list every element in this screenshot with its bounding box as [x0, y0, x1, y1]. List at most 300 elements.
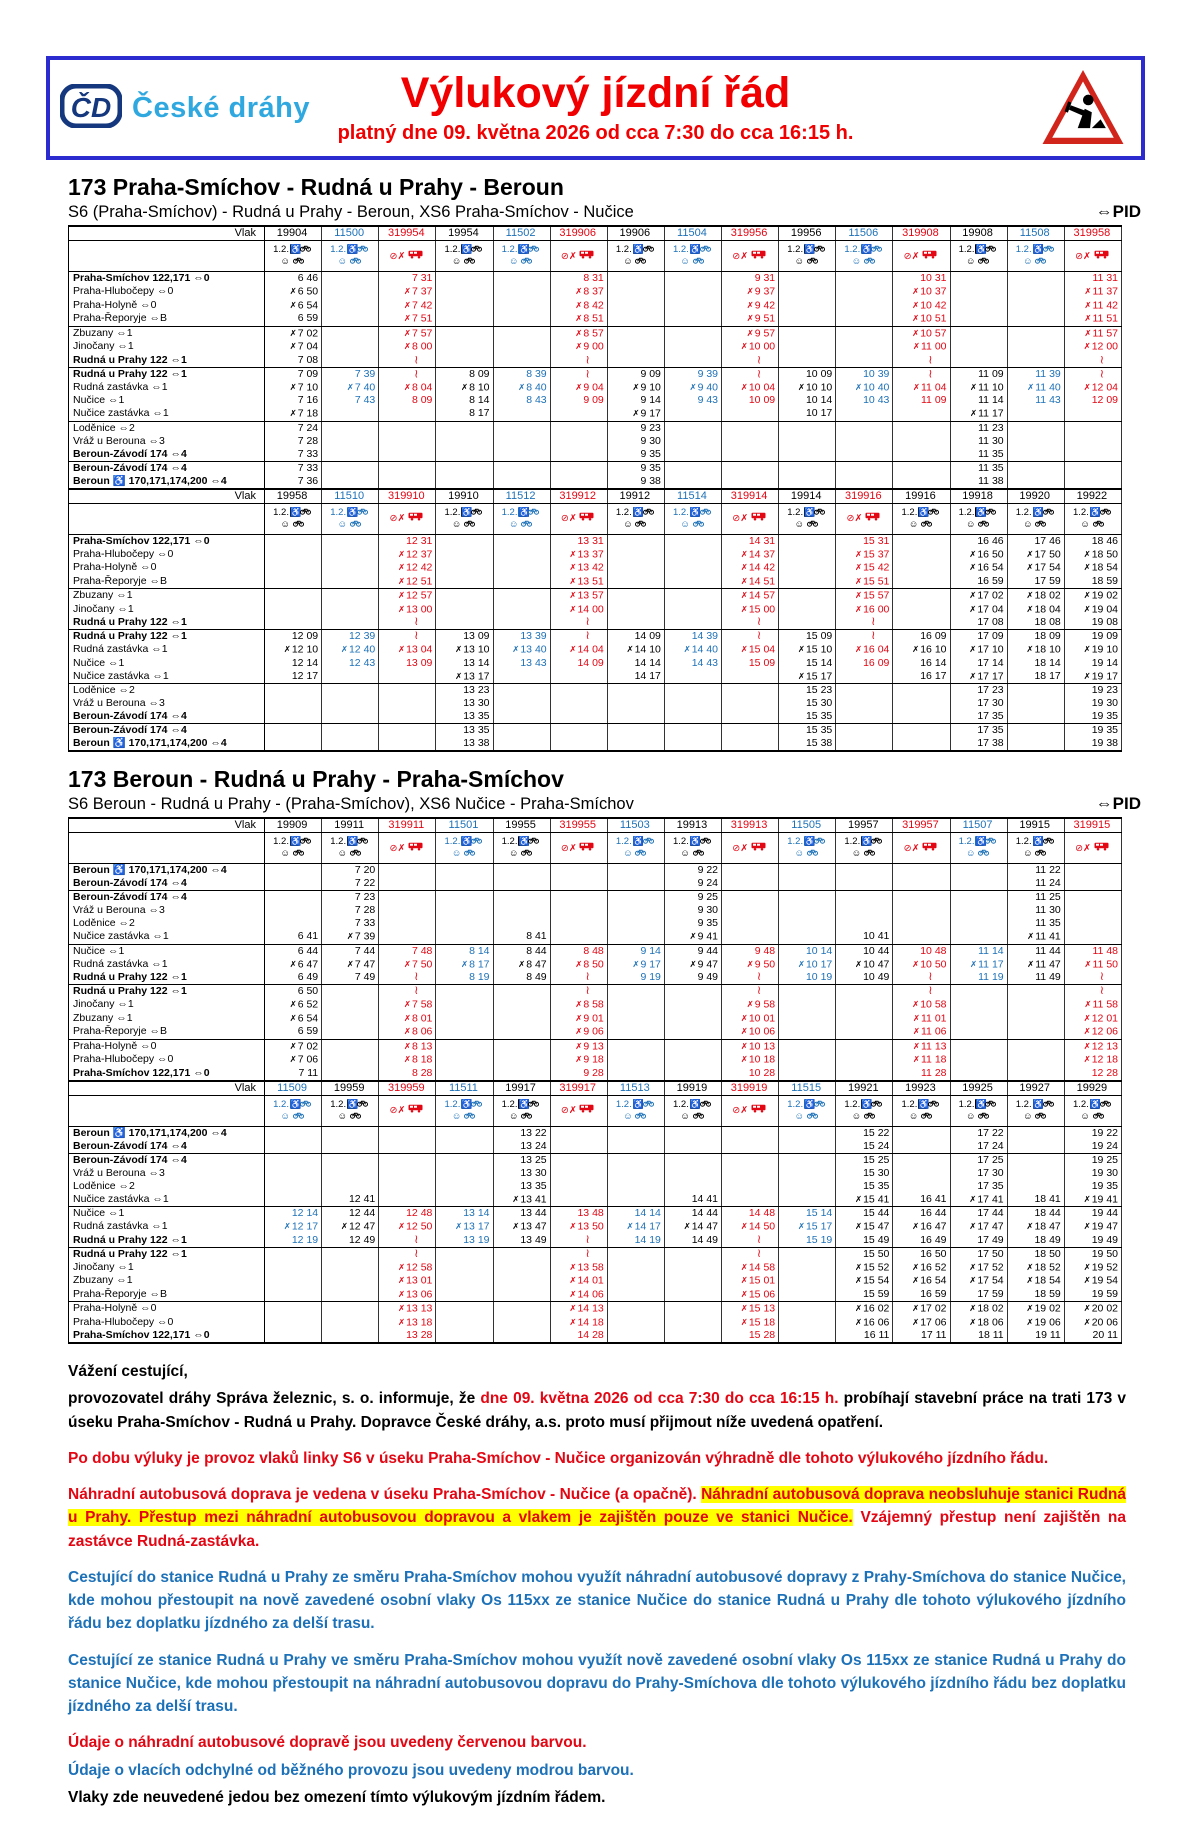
- time-cell: [779, 1140, 836, 1154]
- time-cell: [379, 985, 436, 999]
- headphones-icon: ☺: [337, 518, 348, 530]
- time-cell: 19 11: [1007, 1329, 1064, 1343]
- time-cell: 15 50: [836, 1247, 893, 1261]
- time-cell: [607, 1329, 664, 1343]
- request-stop-icon: ✗: [403, 1040, 411, 1051]
- time-cell: [779, 891, 836, 905]
- request-stop-icon: ✗: [740, 1012, 748, 1023]
- train-number: 19912: [607, 489, 664, 504]
- time-cell: 17 59: [1007, 575, 1064, 589]
- time-cell: 19 35: [1064, 1180, 1121, 1193]
- bike-icon: [978, 256, 989, 264]
- time-cell: [379, 475, 436, 489]
- request-stop-icon: ✗: [854, 513, 863, 524]
- time-cell: [1007, 1140, 1064, 1154]
- time-cell: [893, 448, 950, 462]
- time-cell: ✗13 40: [493, 643, 550, 657]
- time-cell: 7 36: [265, 475, 322, 489]
- wheelchair-icon: ♿: [1032, 836, 1044, 846]
- request-stop-icon: ✗: [569, 575, 577, 586]
- train-pictograms: 1.2.♿ ☺: [436, 503, 493, 534]
- time-cell: ✗16 52: [893, 1261, 950, 1275]
- station-name: Nučice zastávka ⇔1: [69, 1193, 265, 1207]
- request-stop-icon: ✗: [575, 1026, 583, 1036]
- time-cell: ✗11 41: [1007, 930, 1064, 944]
- time-cell: [379, 724, 436, 738]
- time-cell: 7 23: [322, 891, 379, 905]
- time-cell: 14 14: [607, 657, 664, 670]
- time-cell: 13 44: [493, 1207, 550, 1221]
- time-cell: ✗7 50: [379, 958, 436, 972]
- time-cell: ✗9 42: [722, 299, 779, 313]
- train-pictograms: [379, 503, 436, 534]
- time-cell: ✗10 10: [779, 381, 836, 395]
- time-cell: [722, 971, 779, 985]
- train-number: 319916: [836, 489, 893, 504]
- time-cell: [1007, 1039, 1064, 1053]
- time-cell: ✗12 50: [379, 1220, 436, 1234]
- bike-icon: [693, 1111, 704, 1119]
- headphones-icon: ☺: [451, 848, 462, 859]
- bike-icon: [807, 256, 818, 264]
- request-stop-icon: ✗: [740, 548, 748, 559]
- time-cell: 10 09: [722, 394, 779, 407]
- time-cell: [550, 1140, 607, 1154]
- train-pictograms: 1.2.♿ ☺: [322, 833, 379, 864]
- time-cell: [493, 603, 550, 617]
- time-cell: ✗15 42: [836, 561, 893, 575]
- time-cell: [607, 603, 664, 617]
- time-cell: [836, 312, 893, 326]
- time-cell: [493, 877, 550, 891]
- time-cell: 12 14: [265, 1207, 322, 1221]
- time-cell: [493, 1012, 550, 1026]
- train-pictograms: [550, 503, 607, 534]
- time-cell: [265, 1247, 322, 1261]
- station-name: Jinočany ⇔1: [69, 340, 265, 354]
- time-cell: ✗19 41: [1064, 1193, 1121, 1207]
- request-stop-icon: ✗: [397, 1303, 406, 1313]
- time-cell: [779, 435, 836, 448]
- request-stop-icon: ✗: [1083, 1040, 1091, 1051]
- time-cell: [1064, 917, 1121, 930]
- request-stop-icon: ✗: [854, 381, 863, 392]
- time-cell: 9 44: [664, 944, 721, 958]
- request-stop-icon: ✗: [1083, 1303, 1091, 1313]
- time-cell: [550, 616, 607, 630]
- time-cell: 16 17: [893, 670, 950, 684]
- train-pictograms: [836, 503, 893, 534]
- request-stop-icon: ✗: [1083, 1026, 1091, 1036]
- station-name: Beroun-Závodí 174 ⇔4: [69, 891, 265, 905]
- request-stop-icon: ✗: [626, 644, 634, 654]
- time-cell: [493, 299, 550, 313]
- bike-icon: [978, 1111, 989, 1119]
- time-cell: [1007, 1153, 1064, 1167]
- time-cell: [265, 904, 322, 917]
- time-cell: 13 35: [436, 724, 493, 738]
- time-cell: ✗15 41: [836, 1193, 893, 1207]
- request-stop-icon: ✗: [289, 958, 297, 969]
- time-cell: [893, 575, 950, 589]
- bike-icon: [1093, 519, 1104, 527]
- time-cell: ✗13 18: [379, 1316, 436, 1330]
- time-cell: 14 44: [664, 1207, 721, 1221]
- request-stop-icon: ✗: [575, 1012, 583, 1023]
- time-cell: [1007, 737, 1064, 751]
- time-cell: [893, 971, 950, 985]
- request-stop-icon: ✗: [512, 1221, 520, 1231]
- time-cell: ✗13 13: [379, 1302, 436, 1316]
- headphones-icon: ☺: [851, 1110, 862, 1122]
- time-cell: [607, 1153, 664, 1167]
- request-stop-icon: ✗: [740, 644, 748, 654]
- time-cell: 9 09: [607, 367, 664, 381]
- roadworks-warning-icon: [1039, 66, 1127, 153]
- time-cell: [607, 272, 664, 286]
- time-cell: [779, 1261, 836, 1275]
- bike-icon: [357, 507, 368, 515]
- time-cell: [950, 1012, 1007, 1026]
- train-pictograms: [379, 1095, 436, 1126]
- time-cell: [379, 971, 436, 985]
- time-cell: [893, 435, 950, 448]
- wheelchair-icon: ♿: [289, 836, 302, 846]
- time-cell: ✗10 18: [722, 1053, 779, 1067]
- time-cell: 17 09: [950, 630, 1007, 644]
- time-cell: [607, 575, 664, 589]
- request-stop-icon: ✗: [912, 1316, 920, 1327]
- bus-icon: [751, 842, 766, 851]
- time-cell: [493, 534, 550, 548]
- time-cell: [607, 684, 664, 698]
- train-pictograms: 1.2.♿ ☺: [436, 833, 493, 864]
- time-cell: ✗19 52: [1064, 1261, 1121, 1275]
- request-stop-icon: ✗: [1026, 590, 1034, 600]
- time-cell: ✗9 51: [722, 312, 779, 326]
- time-cell: [607, 548, 664, 562]
- headphones-icon: ☺: [680, 1110, 690, 1122]
- train-pictograms: 1.2.♿ ☺: [436, 241, 493, 272]
- time-cell: [1007, 1126, 1064, 1140]
- request-stop-icon: ✗: [289, 286, 297, 296]
- time-cell: [779, 917, 836, 930]
- time-cell: 12 14: [265, 657, 322, 670]
- station-name: Rudná u Prahy 122 ⇔1: [69, 616, 265, 630]
- time-cell: [1007, 340, 1064, 354]
- time-cell: 11 30: [950, 435, 1007, 448]
- time-cell: [436, 299, 493, 313]
- time-cell: 18 50: [1007, 1247, 1064, 1261]
- time-cell: 11 48: [1064, 944, 1121, 958]
- time-cell: [607, 561, 664, 575]
- time-cell: ✗15 54: [836, 1274, 893, 1288]
- time-cell: ✗13 57: [550, 589, 607, 603]
- time-cell: 9 30: [607, 435, 664, 448]
- time-cell: [379, 1234, 436, 1248]
- time-cell: [664, 1126, 721, 1140]
- time-cell: [607, 877, 664, 891]
- request-stop-icon: ✗: [397, 513, 406, 524]
- bus-icon: [408, 1104, 423, 1113]
- time-cell: ✗13 41: [493, 1193, 550, 1207]
- time-cell: 6 49: [265, 971, 322, 985]
- time-cell: 15 49: [836, 1234, 893, 1248]
- time-cell: 11 35: [1007, 917, 1064, 930]
- request-stop-icon: ✗: [575, 1040, 583, 1051]
- wheelchair-icon: ♿: [518, 506, 530, 517]
- request-stop-icon: ✗: [912, 1221, 920, 1231]
- time-cell: 9 28: [550, 1067, 607, 1081]
- time-cell: ✗19 47: [1064, 1220, 1121, 1234]
- headphones-icon: ☺: [965, 1110, 976, 1122]
- train-pictograms: 1.2.♿ ☺: [779, 833, 836, 864]
- brand-logo: [60, 84, 360, 133]
- time-cell: 9 19: [607, 971, 664, 985]
- time-cell: [1007, 710, 1064, 724]
- time-cell: ✗7 51: [379, 312, 436, 326]
- time-cell: ✗14 17: [607, 1220, 664, 1234]
- time-cell: [1007, 1012, 1064, 1026]
- request-stop-icon: ✗: [1083, 1012, 1091, 1023]
- train-pictograms: 1.2.♿ ☺: [950, 833, 1007, 864]
- train-pictograms: 1.2.♿ ☺: [1007, 1095, 1064, 1126]
- train-number: 19954: [436, 226, 493, 241]
- bike-icon: [985, 836, 996, 844]
- time-cell: ✗13 17: [436, 1220, 493, 1234]
- request-stop-icon: ✗: [1083, 1261, 1091, 1272]
- train-pictograms: 1.2.♿ ☺: [493, 241, 550, 272]
- time-cell: [436, 1329, 493, 1343]
- time-cell: 9 35: [607, 448, 664, 462]
- bike-icon: [693, 256, 704, 264]
- time-cell: 15 38: [779, 737, 836, 751]
- time-cell: [322, 448, 379, 462]
- time-cell: [265, 1180, 322, 1193]
- request-stop-icon: ✗: [289, 381, 297, 392]
- time-cell: ✗11 50: [1064, 958, 1121, 972]
- time-cell: 8 39: [493, 367, 550, 381]
- time-cell: [550, 367, 607, 381]
- time-cell: 13 39: [493, 630, 550, 644]
- request-stop-icon: ✗: [455, 1221, 463, 1231]
- time-cell: 8 09: [379, 394, 436, 407]
- time-cell: ✗17 47: [950, 1220, 1007, 1234]
- train-pictograms: [1064, 833, 1121, 864]
- time-cell: [1007, 1025, 1064, 1039]
- station-name: Jinočany ⇔1: [69, 1261, 265, 1275]
- time-cell: ✗8 40: [493, 381, 550, 395]
- time-cell: ✗11 47: [1007, 958, 1064, 972]
- time-cell: 6 59: [265, 1025, 322, 1039]
- time-cell: ✗13 10: [436, 643, 493, 657]
- time-cell: [436, 461, 493, 475]
- note-paragraph: Vážení cestující,: [68, 1363, 188, 1380]
- time-cell: ✗13 06: [379, 1288, 436, 1302]
- train-pictograms: 1.2.♿ ☺: [607, 241, 664, 272]
- time-cell: 9 39: [664, 367, 721, 381]
- time-cell: [322, 475, 379, 489]
- wheelchair-icon: ♿: [861, 1098, 873, 1109]
- time-cell: [950, 985, 1007, 999]
- time-cell: ✗15 52: [836, 1261, 893, 1275]
- time-cell: 11 25: [1007, 891, 1064, 905]
- time-cell: ✗9 01: [550, 1012, 607, 1026]
- request-stop-icon: ✗: [403, 958, 411, 969]
- time-cell: [779, 1247, 836, 1261]
- no-restaurant-icon: ⊘: [389, 513, 398, 524]
- time-cell: [664, 616, 721, 630]
- time-cell: [322, 724, 379, 738]
- station-name: Loděnice ⇔2: [69, 917, 265, 930]
- time-cell: [722, 461, 779, 475]
- time-cell: [379, 1180, 436, 1193]
- train-pictograms: 1.2.♿ ☺: [1007, 833, 1064, 864]
- time-cell: [265, 1153, 322, 1167]
- request-stop-icon: ✗: [1083, 603, 1091, 614]
- wheelchair-icon: ♿: [461, 244, 473, 254]
- time-cell: [893, 367, 950, 381]
- time-cell: [1007, 407, 1064, 421]
- station-name: Praha-Řeporyje ⇔B: [69, 1288, 265, 1302]
- time-cell: ✗14 40: [664, 643, 721, 657]
- time-cell: [836, 904, 893, 917]
- time-cell: [836, 697, 893, 710]
- time-cell: ✗17 04: [950, 603, 1007, 617]
- station-name: Rudná u Prahy 122 ⇔1: [69, 985, 265, 999]
- time-cell: [1007, 985, 1064, 999]
- time-cell: 7 22: [322, 877, 379, 891]
- bus-skips-section-mark: ≀: [414, 353, 419, 367]
- bike-icon: [464, 519, 475, 527]
- time-cell: ✗20 06: [1064, 1316, 1121, 1330]
- time-cell: [322, 1261, 379, 1275]
- train-pictograms: 1.2.♿ ☺: [664, 833, 721, 864]
- time-cell: [664, 421, 721, 435]
- time-cell: ✗7 37: [379, 285, 436, 299]
- time-cell: [779, 1316, 836, 1330]
- time-cell: [893, 407, 950, 421]
- time-cell: 11 28: [893, 1067, 950, 1081]
- time-cell: [493, 917, 550, 930]
- time-cell: 7 31: [379, 272, 436, 286]
- time-cell: 7 28: [265, 435, 322, 448]
- request-stop-icon: ✗: [626, 1221, 634, 1231]
- time-cell: [322, 1167, 379, 1180]
- bike-icon: [700, 1099, 711, 1107]
- bike-icon: [1035, 848, 1046, 856]
- time-cell: 17 30: [950, 697, 1007, 710]
- time-cell: [722, 1234, 779, 1248]
- bike-icon: [471, 836, 482, 844]
- bike-icon: [528, 507, 539, 515]
- train-pictograms: [893, 833, 950, 864]
- time-cell: [664, 670, 721, 684]
- time-cell: [322, 340, 379, 354]
- time-cell: [664, 737, 721, 751]
- request-stop-icon: ✗: [346, 931, 354, 941]
- train-pictograms: 1.2.♿ ☺: [893, 503, 950, 534]
- headphones-icon: ☺: [1023, 256, 1033, 267]
- time-cell: [550, 985, 607, 999]
- time-cell: [550, 1180, 607, 1193]
- time-cell: 15 31: [836, 534, 893, 548]
- time-cell: 12 31: [379, 534, 436, 548]
- station-name: Rudná u Prahy 122 ⇔1: [69, 1234, 265, 1248]
- time-cell: [322, 616, 379, 630]
- request-stop-icon: ✗: [912, 999, 920, 1009]
- time-cell: [379, 917, 436, 930]
- time-cell: [550, 1167, 607, 1180]
- time-cell: [436, 1067, 493, 1081]
- time-cell: ✗6 54: [265, 1012, 322, 1026]
- request-stop-icon: ✗: [1084, 327, 1092, 338]
- request-stop-icon: ✗: [569, 1288, 577, 1299]
- bike-icon: [1035, 256, 1046, 264]
- bike-icon: [350, 848, 361, 856]
- time-cell: [722, 407, 779, 421]
- time-cell: [493, 670, 550, 684]
- request-stop-icon: ✗: [740, 341, 748, 351]
- time-cell: 18 09: [1007, 630, 1064, 644]
- time-cell: [836, 1053, 893, 1067]
- time-cell: [664, 299, 721, 313]
- request-stop-icon: ✗: [397, 1261, 406, 1272]
- time-cell: [722, 1247, 779, 1261]
- train-number: 19916: [893, 489, 950, 504]
- request-stop-icon: ✗: [289, 1012, 297, 1023]
- time-cell: ✗9 40: [664, 381, 721, 395]
- time-cell: ✗9 58: [722, 998, 779, 1012]
- time-cell: 11 35: [950, 448, 1007, 462]
- request-stop-icon: ✗: [683, 1221, 691, 1231]
- time-cell: 11 19: [950, 971, 1007, 985]
- time-cell: ✗15 01: [722, 1274, 779, 1288]
- time-cell: [722, 684, 779, 698]
- time-cell: [1064, 461, 1121, 475]
- request-stop-icon: ✗: [289, 999, 297, 1009]
- time-cell: [779, 864, 836, 878]
- train-number: 19909: [265, 818, 322, 833]
- wheelchair-icon: ♿: [1032, 1098, 1044, 1109]
- time-cell: ✗8 47: [493, 958, 550, 972]
- headphones-icon: ☺: [451, 518, 462, 530]
- wheelchair-icon: ♿: [289, 244, 302, 254]
- bus-icon: [922, 250, 937, 259]
- time-cell: 13 14: [436, 657, 493, 670]
- time-cell: [836, 285, 893, 299]
- document-title: Výlukový jízdní řád: [400, 68, 791, 117]
- time-cell: 7 33: [265, 461, 322, 475]
- time-cell: [664, 407, 721, 421]
- train-pictograms: 1.2.♿ ☺: [493, 1095, 550, 1126]
- time-cell: [550, 930, 607, 944]
- time-cell: [836, 877, 893, 891]
- bike-icon: [693, 519, 704, 527]
- time-cell: [607, 285, 664, 299]
- time-cell: [1064, 421, 1121, 435]
- request-stop-icon: ✗: [1026, 562, 1034, 572]
- time-cell: ✗11 04: [893, 381, 950, 395]
- time-cell: [493, 1302, 550, 1316]
- request-stop-icon: ✗: [397, 603, 406, 614]
- time-cell: 8 14: [436, 394, 493, 407]
- train-pictograms: [722, 241, 779, 272]
- time-cell: [779, 354, 836, 368]
- request-stop-icon: ✗: [569, 1221, 577, 1231]
- time-cell: ✗8 00: [379, 340, 436, 354]
- time-cell: [265, 1329, 322, 1343]
